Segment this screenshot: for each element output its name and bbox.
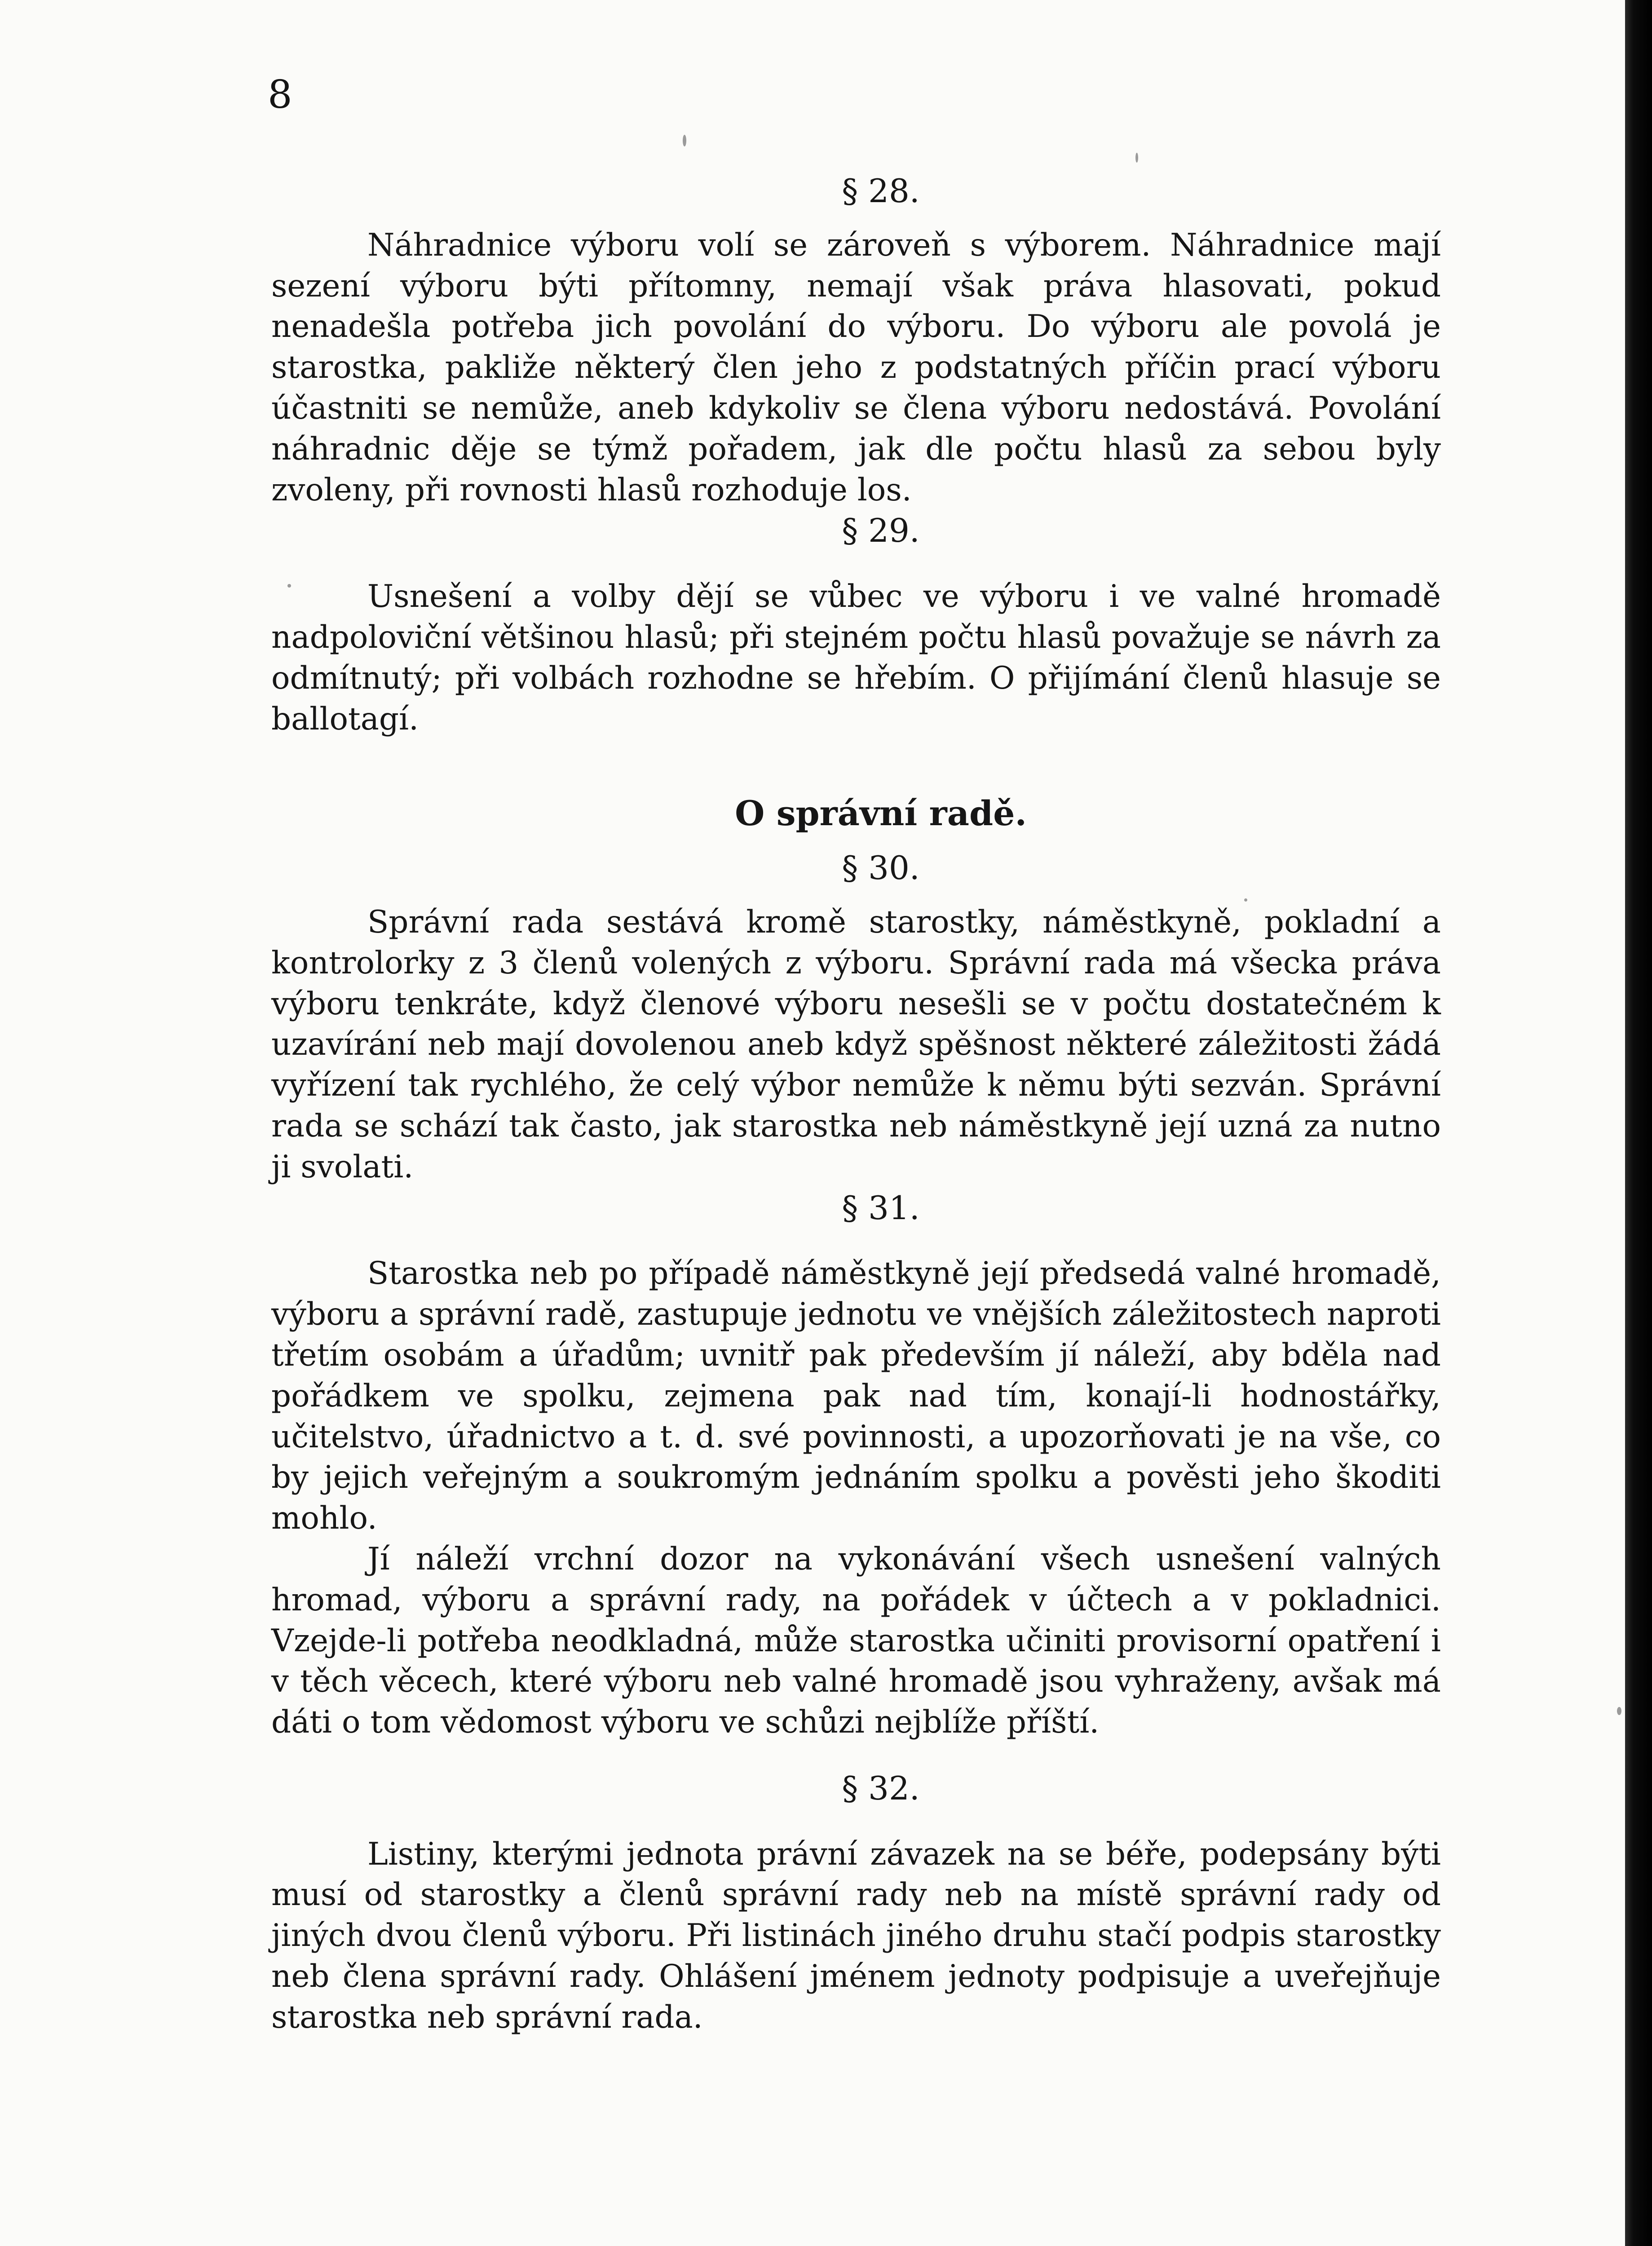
section-31-paragraph-1: Starostka neb po případě náměstkyně její předsedá valné hromadě, výboru a správní radě, zastupuje jednotu ve vnějších záležitostech naproti třetím osobám a úřadům; uvnitř pak především jí náleží, aby bděla nad pořádkem ve spolku, zejmena pak nad tím, konají-li hodnostářky, učitelstvo, úřadnictvo a t. d. své povinnosti, a upozorňovati je na vše, co by jejich veřejným a soukromým jednáním spolku a pověsti jeho škoditi mohlo. — [271, 1256, 1441, 1537]
section-28-paragraph: Náhradnice výboru volí se zároveň s výborem. Náhradnice mají sezení výboru býti přítomny, nemají však práva hlasovati, pokud nenadešla potřeba jich povolání do výboru. Do výboru ale povolá je starostka, pakliže některý člen jeho z podstatných příčin prací výboru účastniti se nemůže, aneb kdykoliv se člena výboru nedostává. Povolání náhradnic děje se týmž pořadem, jak dle počtu hlasů za sebou byly zvoleny, při rovnosti hlasů rozhoduje los. — [271, 227, 1441, 508]
scan-edge — [1625, 0, 1652, 2246]
section-30-paragraph: Správní rada sestává kromě starostky, náměstkyně, pokladní a kontrolorky z 3 členů volených z výboru. Správní rada má všecka práva výboru tenkráte, když členové výboru nesešli se v počtu dostatečném k uzavírání neb mají dovolenou aneb když spěšnost některé záležitosti žádá vyřízení tak rychlého, že celý výbor nemůže k němu býti sezván. Správní rada se schází tak často, jak starostka neb náměstkyně její uzná za nutno ji svolati. — [271, 904, 1441, 1185]
chapter-title: O správní radě. — [735, 793, 1027, 834]
section-heading-29: § 29. — [842, 512, 920, 550]
section-heading-31: § 31. — [842, 1189, 920, 1227]
section-31-paragraph-2: Jí náleží vrchní dozor na vykonávání všech usnešení valných hromad, výboru a správní rady, na pořádek v účtech a v pokladnici. Vzejde-li potřeba neodkladná, může starostka učiniti provisorní opatření i v těch věcech, které výboru neb valné hromadě jsou vyhraženy, avšak má dáti o tom vědomost výboru ve schůzi nejblíže příští. — [271, 1541, 1441, 1741]
section-32-paragraph: Listiny, kterými jednota právní závazek na se béře, podepsány býti musí od starostky a členů správní rady neb na místě správní rady od jiných dvou členů výboru. Při listinách jiného druhu stačí podpis starostky neb člena správní rady. Ohlášení jménem jednoty podpisuje a uveřejňuje starostka neb správní rada. — [271, 1836, 1441, 2035]
scan-speck — [683, 135, 686, 146]
page-number: 8 — [268, 72, 292, 117]
section-heading-32: § 32. — [842, 1769, 920, 1807]
section-29-paragraph: Usnešení a volby dějí se vůbec ve výboru i ve valné hromadě nadpoloviční většinou hlasů; při stejném počtu hlasů považuje se návrh za odmítnutý; při volbách rozhodne se hřebím. O přijímání členů hlasuje se ballotagí. — [271, 579, 1441, 737]
section-heading-30: § 30. — [842, 849, 920, 887]
scan-speck — [1135, 153, 1138, 163]
page-body — [271, 171, 1441, 2038]
scan-speck — [1617, 1707, 1621, 1715]
section-heading-28: § 28. — [842, 172, 920, 210]
